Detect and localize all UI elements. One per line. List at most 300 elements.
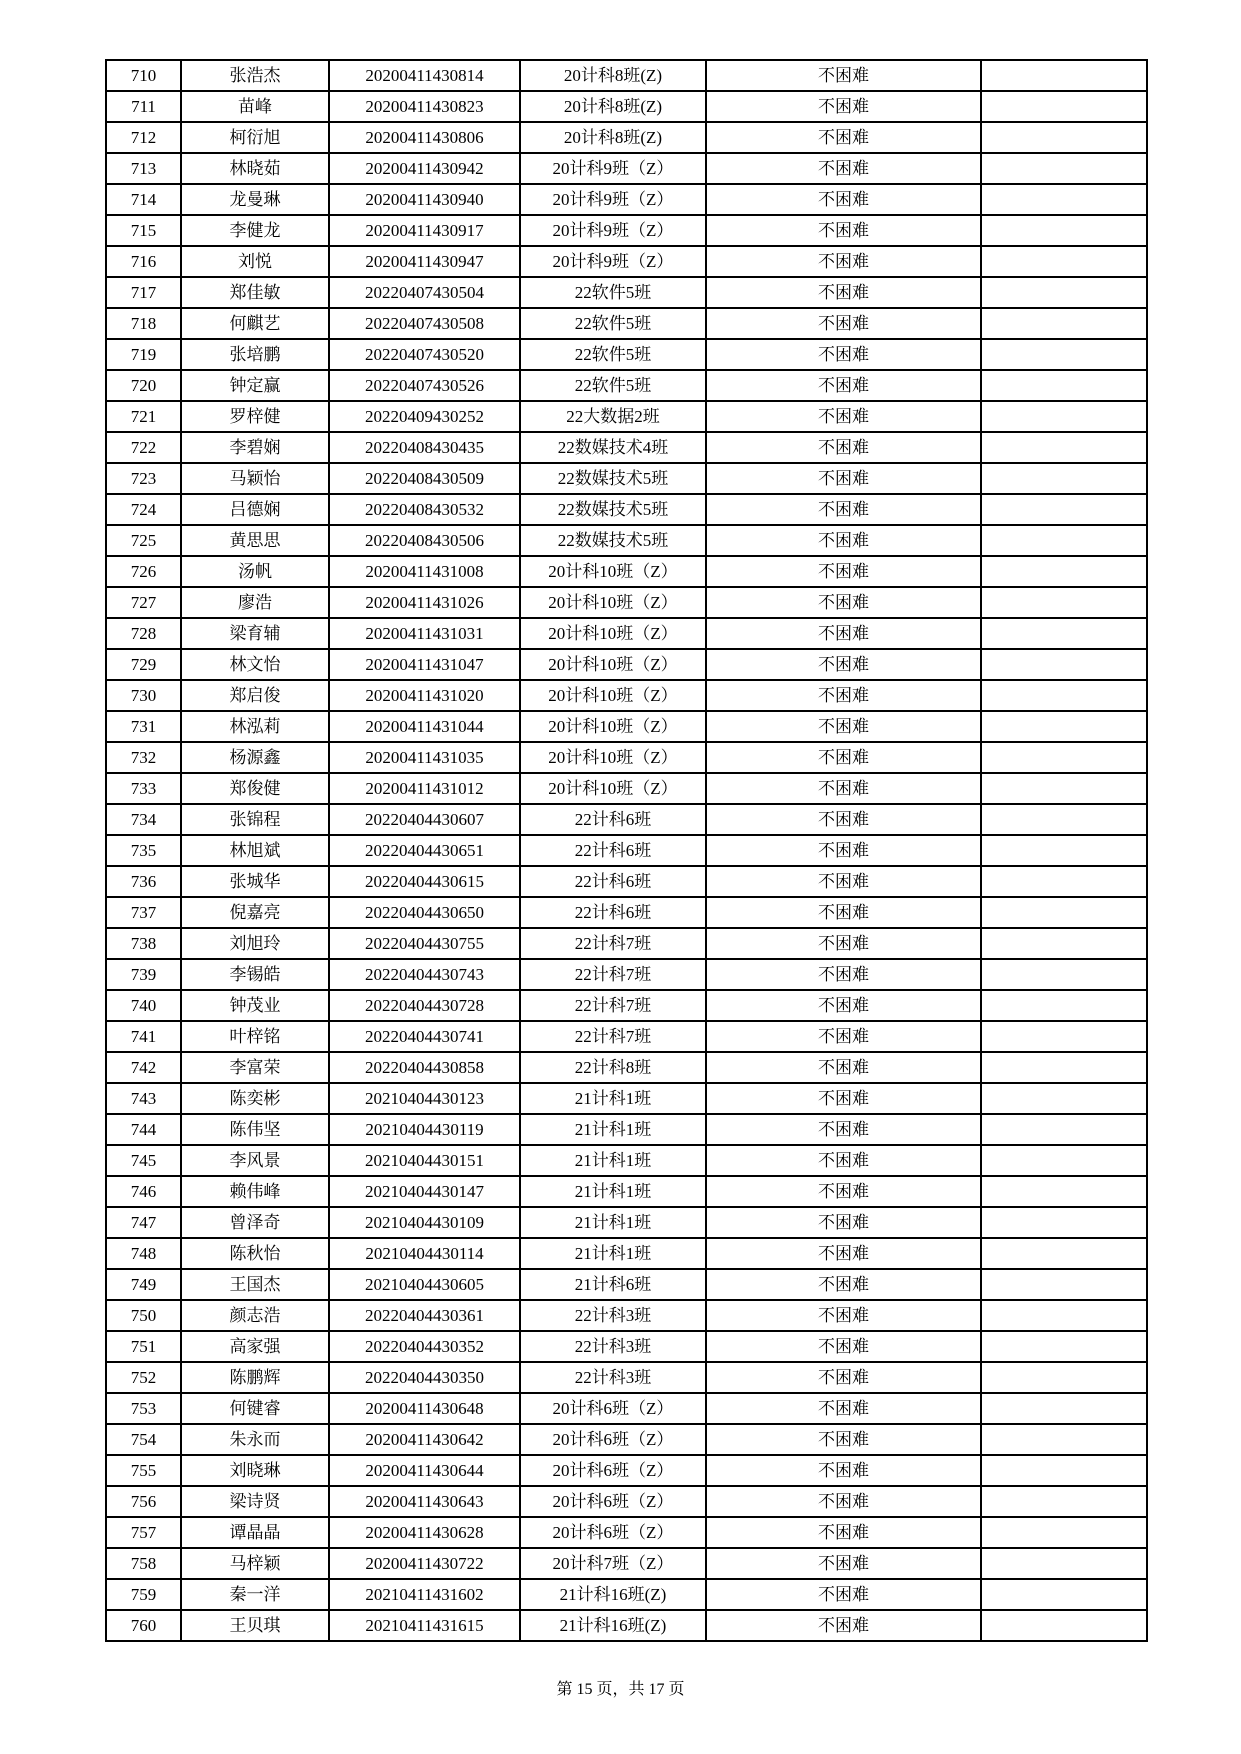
row-index-cell: 716 [106, 246, 181, 277]
remark-cell [981, 1176, 1147, 1207]
student-id-cell: 20210404430123 [329, 1083, 520, 1114]
class-name-cell: 22软件5班 [520, 339, 706, 370]
table-row [106, 773, 1147, 804]
student-id-cell: 20220407430520 [329, 339, 520, 370]
row-index-cell: 739 [106, 959, 181, 990]
remark-cell [981, 587, 1147, 618]
difficulty-status-cell: 不困难 [706, 1145, 981, 1176]
student-name-cell: 刘旭玲 [181, 928, 329, 959]
row-index-cell: 718 [106, 308, 181, 339]
class-name-cell: 22软件5班 [520, 277, 706, 308]
remark-cell [981, 928, 1147, 959]
remark-cell [981, 463, 1147, 494]
table-row [106, 649, 1147, 680]
difficulty-status-cell: 不困难 [706, 494, 981, 525]
student-id-cell: 20220404430607 [329, 804, 520, 835]
row-index-cell: 717 [106, 277, 181, 308]
remark-cell [981, 1548, 1147, 1579]
student-name-cell: 陈秋怡 [181, 1238, 329, 1269]
difficulty-status-cell: 不困难 [706, 432, 981, 463]
row-index-cell: 742 [106, 1052, 181, 1083]
student-id-cell: 20200411430628 [329, 1517, 520, 1548]
student-name-cell: 张培鹏 [181, 339, 329, 370]
student-name-cell: 柯衍旭 [181, 122, 329, 153]
remark-cell [981, 432, 1147, 463]
student-id-cell: 20210411431602 [329, 1579, 520, 1610]
remark-cell [981, 1145, 1147, 1176]
remark-cell [981, 1331, 1147, 1362]
table-row [106, 184, 1147, 215]
table-row [106, 153, 1147, 184]
student-name-cell: 钟茂业 [181, 990, 329, 1021]
student-id-cell: 20200411430940 [329, 184, 520, 215]
student-id-cell: 20210404430605 [329, 1269, 520, 1300]
student-name-cell: 马梓颖 [181, 1548, 329, 1579]
difficulty-status-cell: 不困难 [706, 308, 981, 339]
student-id-cell: 20220408430506 [329, 525, 520, 556]
row-index-cell: 710 [106, 60, 181, 91]
row-index-cell: 728 [106, 618, 181, 649]
table-row [106, 990, 1147, 1021]
class-name-cell: 22数媒技术5班 [520, 463, 706, 494]
row-index-cell: 736 [106, 866, 181, 897]
remark-cell [981, 1269, 1147, 1300]
table-row [106, 1548, 1147, 1579]
difficulty-status-cell: 不困难 [706, 1331, 981, 1362]
table-row [106, 680, 1147, 711]
student-id-cell: 20220404430728 [329, 990, 520, 1021]
table-row [106, 463, 1147, 494]
student-name-cell: 倪嘉亮 [181, 897, 329, 928]
remark-cell [981, 1610, 1147, 1641]
difficulty-status-cell: 不困难 [706, 339, 981, 370]
class-name-cell: 22计科3班 [520, 1331, 706, 1362]
table-row [106, 1300, 1147, 1331]
table-row [106, 1579, 1147, 1610]
student-id-cell: 20200411430947 [329, 246, 520, 277]
row-index-cell: 748 [106, 1238, 181, 1269]
remark-cell [981, 649, 1147, 680]
difficulty-status-cell: 不困难 [706, 246, 981, 277]
remark-cell [981, 91, 1147, 122]
table-row [106, 928, 1147, 959]
student-id-cell: 20200411430643 [329, 1486, 520, 1517]
class-name-cell: 20计科10班（Z） [520, 711, 706, 742]
student-name-cell: 吕德娴 [181, 494, 329, 525]
student-id-cell: 20220404430741 [329, 1021, 520, 1052]
difficulty-status-cell: 不困难 [706, 742, 981, 773]
student-id-cell: 20210411431615 [329, 1610, 520, 1641]
remark-cell [981, 277, 1147, 308]
student-id-cell: 20220404430350 [329, 1362, 520, 1393]
student-roster-body [106, 60, 1147, 1641]
remark-cell [981, 990, 1147, 1021]
student-id-cell: 20220407430526 [329, 370, 520, 401]
row-index-cell: 741 [106, 1021, 181, 1052]
student-id-cell: 20200411431044 [329, 711, 520, 742]
difficulty-status-cell: 不困难 [706, 959, 981, 990]
student-id-cell: 20200411430917 [329, 215, 520, 246]
row-index-cell: 751 [106, 1331, 181, 1362]
difficulty-status-cell: 不困难 [706, 370, 981, 401]
row-index-cell: 737 [106, 897, 181, 928]
student-id-cell: 20200411431020 [329, 680, 520, 711]
remark-cell [981, 866, 1147, 897]
student-id-cell: 20220409430252 [329, 401, 520, 432]
difficulty-status-cell: 不困难 [706, 928, 981, 959]
table-row [106, 370, 1147, 401]
difficulty-status-cell: 不困难 [706, 401, 981, 432]
table-row [106, 432, 1147, 463]
student-roster-table [105, 59, 1148, 1642]
table-row [106, 1486, 1147, 1517]
class-name-cell: 20计科8班(Z) [520, 122, 706, 153]
table-row [106, 711, 1147, 742]
table-row [106, 1424, 1147, 1455]
remark-cell [981, 215, 1147, 246]
student-name-cell: 李碧娴 [181, 432, 329, 463]
difficulty-status-cell: 不困难 [706, 1393, 981, 1424]
difficulty-status-cell: 不困难 [706, 1486, 981, 1517]
student-id-cell: 20200411430814 [329, 60, 520, 91]
class-name-cell: 20计科6班（Z） [520, 1486, 706, 1517]
student-name-cell: 张浩杰 [181, 60, 329, 91]
class-name-cell: 22计科6班 [520, 835, 706, 866]
row-index-cell: 713 [106, 153, 181, 184]
class-name-cell: 20计科10班（Z） [520, 680, 706, 711]
row-index-cell: 759 [106, 1579, 181, 1610]
remark-cell [981, 1083, 1147, 1114]
table-row [106, 1331, 1147, 1362]
difficulty-status-cell: 不困难 [706, 525, 981, 556]
class-name-cell: 20计科6班（Z） [520, 1455, 706, 1486]
table-row [106, 1114, 1147, 1145]
class-name-cell: 22计科7班 [520, 959, 706, 990]
table-row [106, 1455, 1147, 1486]
table-row [106, 246, 1147, 277]
remark-cell [981, 742, 1147, 773]
difficulty-status-cell: 不困难 [706, 91, 981, 122]
table-row [106, 1052, 1147, 1083]
remark-cell [981, 1300, 1147, 1331]
row-index-cell: 723 [106, 463, 181, 494]
table-row [106, 91, 1147, 122]
page-number-footer: 第 15 页，共 17 页 [556, 1681, 685, 1698]
student-name-cell: 王国杰 [181, 1269, 329, 1300]
student-id-cell: 20210404430114 [329, 1238, 520, 1269]
student-id-cell: 20210404430119 [329, 1114, 520, 1145]
table-row [106, 1517, 1147, 1548]
student-name-cell: 林泓莉 [181, 711, 329, 742]
student-id-cell: 20210404430147 [329, 1176, 520, 1207]
class-name-cell: 22计科7班 [520, 990, 706, 1021]
class-name-cell: 20计科10班（Z） [520, 742, 706, 773]
student-id-cell: 20220408430532 [329, 494, 520, 525]
difficulty-status-cell: 不困难 [706, 1052, 981, 1083]
class-name-cell: 20计科9班（Z） [520, 153, 706, 184]
remark-cell [981, 773, 1147, 804]
table-row [106, 1610, 1147, 1641]
student-id-cell: 20210404430151 [329, 1145, 520, 1176]
class-name-cell: 21计科1班 [520, 1145, 706, 1176]
remark-cell [981, 153, 1147, 184]
class-name-cell: 22计科3班 [520, 1362, 706, 1393]
class-name-cell: 20计科8班(Z) [520, 60, 706, 91]
table-row [106, 1145, 1147, 1176]
class-name-cell: 21计科1班 [520, 1238, 706, 1269]
difficulty-status-cell: 不困难 [706, 556, 981, 587]
student-id-cell: 20200411431047 [329, 649, 520, 680]
student-name-cell: 李锡皓 [181, 959, 329, 990]
remark-cell [981, 308, 1147, 339]
class-name-cell: 20计科10班（Z） [520, 556, 706, 587]
student-id-cell: 20220404430361 [329, 1300, 520, 1331]
student-name-cell: 陈伟坚 [181, 1114, 329, 1145]
remark-cell [981, 959, 1147, 990]
student-name-cell: 张城华 [181, 866, 329, 897]
difficulty-status-cell: 不困难 [706, 1517, 981, 1548]
student-id-cell: 20200411430722 [329, 1548, 520, 1579]
table-row [106, 959, 1147, 990]
row-index-cell: 730 [106, 680, 181, 711]
row-index-cell: 711 [106, 91, 181, 122]
difficulty-status-cell: 不困难 [706, 649, 981, 680]
class-name-cell: 22数媒技术5班 [520, 494, 706, 525]
remark-cell [981, 711, 1147, 742]
class-name-cell: 22计科8班 [520, 1052, 706, 1083]
class-name-cell: 22数媒技术5班 [520, 525, 706, 556]
remark-cell [981, 1517, 1147, 1548]
row-index-cell: 725 [106, 525, 181, 556]
row-index-cell: 753 [106, 1393, 181, 1424]
student-name-cell: 郑俊健 [181, 773, 329, 804]
difficulty-status-cell: 不困难 [706, 711, 981, 742]
class-name-cell: 22计科6班 [520, 866, 706, 897]
table-row [106, 1021, 1147, 1052]
row-index-cell: 750 [106, 1300, 181, 1331]
student-id-cell: 20200411430942 [329, 153, 520, 184]
remark-cell [981, 1424, 1147, 1455]
remark-cell [981, 246, 1147, 277]
remark-cell [981, 1393, 1147, 1424]
remark-cell [981, 1238, 1147, 1269]
table-row [106, 556, 1147, 587]
class-name-cell: 21计科6班 [520, 1269, 706, 1300]
remark-cell [981, 1021, 1147, 1052]
class-name-cell: 22计科6班 [520, 804, 706, 835]
class-name-cell: 20计科10班（Z） [520, 618, 706, 649]
difficulty-status-cell: 不困难 [706, 618, 981, 649]
class-name-cell: 21计科1班 [520, 1207, 706, 1238]
remark-cell [981, 1114, 1147, 1145]
table-row [106, 1083, 1147, 1114]
row-index-cell: 740 [106, 990, 181, 1021]
student-id-cell: 20200411430644 [329, 1455, 520, 1486]
remark-cell [981, 1579, 1147, 1610]
row-index-cell: 752 [106, 1362, 181, 1393]
remark-cell [981, 835, 1147, 866]
row-index-cell: 745 [106, 1145, 181, 1176]
student-name-cell: 赖伟峰 [181, 1176, 329, 1207]
row-index-cell: 727 [106, 587, 181, 618]
difficulty-status-cell: 不困难 [706, 897, 981, 928]
student-name-cell: 龙曼琳 [181, 184, 329, 215]
remark-cell [981, 494, 1147, 525]
difficulty-status-cell: 不困难 [706, 1176, 981, 1207]
class-name-cell: 22计科3班 [520, 1300, 706, 1331]
student-name-cell: 苗峰 [181, 91, 329, 122]
row-index-cell: 755 [106, 1455, 181, 1486]
row-index-cell: 731 [106, 711, 181, 742]
remark-cell [981, 556, 1147, 587]
student-name-cell: 陈鹏辉 [181, 1362, 329, 1393]
class-name-cell: 21计科1班 [520, 1176, 706, 1207]
class-name-cell: 22软件5班 [520, 370, 706, 401]
difficulty-status-cell: 不困难 [706, 1579, 981, 1610]
class-name-cell: 21计科1班 [520, 1114, 706, 1145]
class-name-cell: 21计科1班 [520, 1083, 706, 1114]
student-name-cell: 梁诗贤 [181, 1486, 329, 1517]
table-row [106, 60, 1147, 91]
student-id-cell: 20220404430743 [329, 959, 520, 990]
remark-cell [981, 370, 1147, 401]
difficulty-status-cell: 不困难 [706, 1114, 981, 1145]
difficulty-status-cell: 不困难 [706, 1455, 981, 1486]
row-index-cell: 747 [106, 1207, 181, 1238]
student-id-cell: 20220404430651 [329, 835, 520, 866]
row-index-cell: 720 [106, 370, 181, 401]
class-name-cell: 22软件5班 [520, 308, 706, 339]
remark-cell [981, 1362, 1147, 1393]
student-name-cell: 张锦程 [181, 804, 329, 835]
row-index-cell: 746 [106, 1176, 181, 1207]
student-id-cell: 20220404430650 [329, 897, 520, 928]
student-id-cell: 20200411430806 [329, 122, 520, 153]
class-name-cell: 20计科10班（Z） [520, 773, 706, 804]
row-index-cell: 743 [106, 1083, 181, 1114]
student-name-cell: 高家强 [181, 1331, 329, 1362]
student-name-cell: 马颖怡 [181, 463, 329, 494]
class-name-cell: 20计科9班（Z） [520, 184, 706, 215]
student-name-cell: 何键睿 [181, 1393, 329, 1424]
difficulty-status-cell: 不困难 [706, 773, 981, 804]
row-index-cell: 756 [106, 1486, 181, 1517]
student-name-cell: 黄思思 [181, 525, 329, 556]
remark-cell [981, 680, 1147, 711]
class-name-cell: 22计科7班 [520, 1021, 706, 1052]
remark-cell [981, 804, 1147, 835]
student-id-cell: 20220404430755 [329, 928, 520, 959]
row-index-cell: 729 [106, 649, 181, 680]
student-name-cell: 林晓茹 [181, 153, 329, 184]
remark-cell [981, 897, 1147, 928]
row-index-cell: 712 [106, 122, 181, 153]
table-row [106, 308, 1147, 339]
student-name-cell: 李健龙 [181, 215, 329, 246]
row-index-cell: 735 [106, 835, 181, 866]
table-row [106, 587, 1147, 618]
student-name-cell: 杨源鑫 [181, 742, 329, 773]
table-row [106, 897, 1147, 928]
remark-cell [981, 401, 1147, 432]
row-index-cell: 757 [106, 1517, 181, 1548]
table-row [106, 339, 1147, 370]
difficulty-status-cell: 不困难 [706, 990, 981, 1021]
difficulty-status-cell: 不困难 [706, 1207, 981, 1238]
class-name-cell: 20计科6班（Z） [520, 1517, 706, 1548]
student-name-cell: 林文怡 [181, 649, 329, 680]
class-name-cell: 21计科16班(Z) [520, 1579, 706, 1610]
remark-cell [981, 339, 1147, 370]
table-row [106, 1238, 1147, 1269]
class-name-cell: 22计科7班 [520, 928, 706, 959]
difficulty-status-cell: 不困难 [706, 1269, 981, 1300]
class-name-cell: 20计科9班（Z） [520, 246, 706, 277]
row-index-cell: 754 [106, 1424, 181, 1455]
table-row [106, 618, 1147, 649]
class-name-cell: 22数媒技术4班 [520, 432, 706, 463]
difficulty-status-cell: 不困难 [706, 277, 981, 308]
student-name-cell: 钟定赢 [181, 370, 329, 401]
difficulty-status-cell: 不困难 [706, 680, 981, 711]
student-name-cell: 郑佳敏 [181, 277, 329, 308]
difficulty-status-cell: 不困难 [706, 1548, 981, 1579]
student-name-cell: 王贝琪 [181, 1610, 329, 1641]
table-row [106, 1207, 1147, 1238]
student-id-cell: 20220407430508 [329, 308, 520, 339]
table-row [106, 1362, 1147, 1393]
student-name-cell: 谭晶晶 [181, 1517, 329, 1548]
row-index-cell: 734 [106, 804, 181, 835]
student-id-cell: 20220408430509 [329, 463, 520, 494]
class-name-cell: 20计科10班（Z） [520, 587, 706, 618]
table-row [106, 122, 1147, 153]
difficulty-status-cell: 不困难 [706, 1083, 981, 1114]
table-row [106, 525, 1147, 556]
class-name-cell: 22计科6班 [520, 897, 706, 928]
row-index-cell: 758 [106, 1548, 181, 1579]
difficulty-status-cell: 不困难 [706, 122, 981, 153]
class-name-cell: 20计科6班（Z） [520, 1393, 706, 1424]
row-index-cell: 719 [106, 339, 181, 370]
student-name-cell: 秦一洋 [181, 1579, 329, 1610]
difficulty-status-cell: 不困难 [706, 463, 981, 494]
student-id-cell: 20200411430648 [329, 1393, 520, 1424]
student-name-cell: 廖浩 [181, 587, 329, 618]
difficulty-status-cell: 不困难 [706, 835, 981, 866]
difficulty-status-cell: 不困难 [706, 184, 981, 215]
difficulty-status-cell: 不困难 [706, 866, 981, 897]
student-id-cell: 20200411431031 [329, 618, 520, 649]
row-index-cell: 726 [106, 556, 181, 587]
student-name-cell: 李风景 [181, 1145, 329, 1176]
difficulty-status-cell: 不困难 [706, 1021, 981, 1052]
table-row [106, 277, 1147, 308]
difficulty-status-cell: 不困难 [706, 215, 981, 246]
difficulty-status-cell: 不困难 [706, 1424, 981, 1455]
difficulty-status-cell: 不困难 [706, 1300, 981, 1331]
student-name-cell: 叶梓铭 [181, 1021, 329, 1052]
difficulty-status-cell: 不困难 [706, 1238, 981, 1269]
student-id-cell: 20200411431012 [329, 773, 520, 804]
student-id-cell: 20220404430858 [329, 1052, 520, 1083]
row-index-cell: 715 [106, 215, 181, 246]
remark-cell [981, 618, 1147, 649]
student-name-cell: 林旭斌 [181, 835, 329, 866]
student-name-cell: 罗梓健 [181, 401, 329, 432]
student-id-cell: 20200411431026 [329, 587, 520, 618]
table-row [106, 1269, 1147, 1300]
